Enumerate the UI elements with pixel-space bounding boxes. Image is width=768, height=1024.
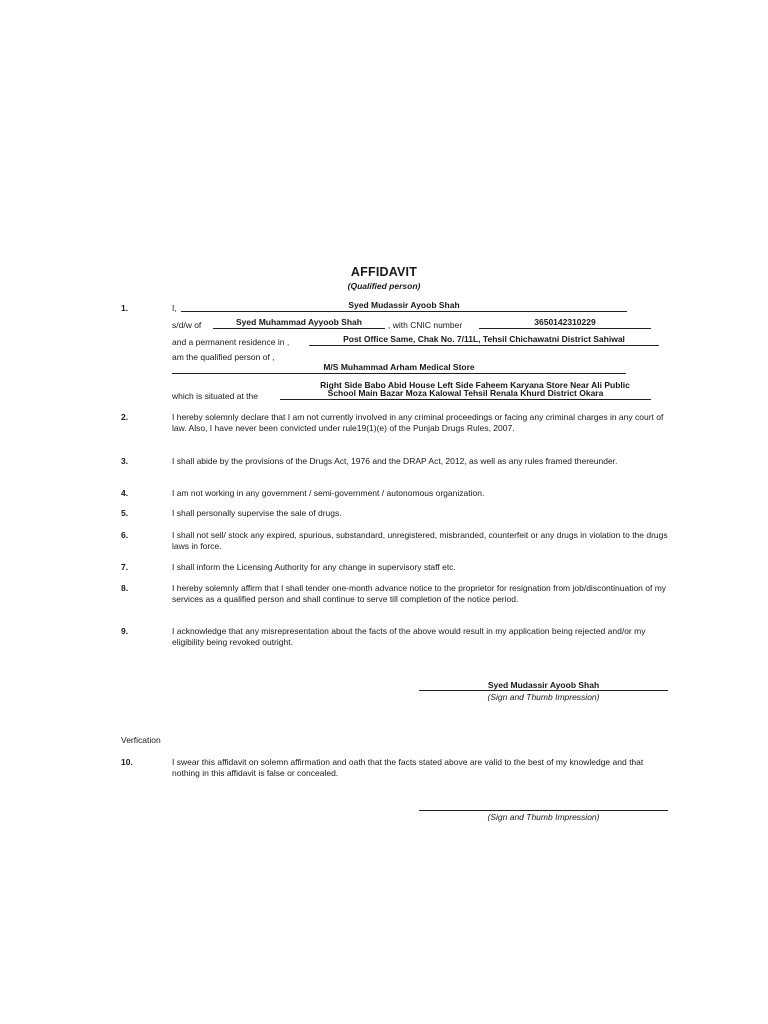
item-number: 1. — [121, 303, 129, 313]
item-number: 4. — [121, 488, 129, 498]
item-text: I shall not sell/ stock any expired, spurious, substandard, unregistered, misbranded, counterfeit or any drugs in violation to the drugs laws in force. — [172, 530, 668, 551]
cnic-label: , with CNIC number — [388, 320, 463, 330]
signature-caption: (Sign and Thumb Impression) — [487, 692, 600, 702]
residence-field: Post Office Same, Chak No. 7/11L, Tehsil Chichawatni District Sahiwal — [309, 334, 659, 346]
signatory-name: Syed Mudassir Ayoob Shah — [487, 680, 600, 690]
qualified-label: am the qualified person of , — [172, 352, 275, 362]
item-number: 5. — [121, 508, 129, 518]
signature-caption: (Sign and Thumb Impression) — [487, 812, 600, 822]
sdw-label: s/d/w of — [172, 320, 202, 330]
item-text: I shall abide by the provisions of the Drugs Act, 1976 and the DRAP Act, 2012, as well as any rules framed thereunder. — [172, 456, 618, 466]
item-text: I am not working in any government / semi-government / autonomous organization. — [172, 488, 485, 498]
address-line-1: Right Side Babo Abid House Left Side Faheem Karyana Store Near Ali Public — [320, 380, 630, 390]
father-name-field: Syed Muhammad Ayyoob Shah — [213, 317, 385, 329]
item-text: I shall personally supervise the sale of drugs. — [172, 508, 342, 518]
item-number: 8. — [121, 583, 129, 593]
situated-label: which is situated at the — [172, 391, 258, 401]
item-number: 3. — [121, 456, 129, 466]
item-number: 9. — [121, 626, 129, 636]
item-text: I hereby solemnly declare that I am not currently involved in any criminal proceedings or facing any criminal charges in any court of law. Also, I have never been convicted under rule19(1)(e) of the Punjab Drugs Rules, 2007. — [172, 412, 664, 433]
item-number: 2. — [121, 412, 129, 422]
signature-line — [419, 810, 668, 811]
deponent-name-field: Syed Mudassir Ayoob Shah — [181, 300, 627, 312]
item-number: 7. — [121, 562, 129, 572]
document-subtitle: (Qualified person) — [347, 281, 421, 291]
cnic-field: 3650142310229 — [479, 317, 651, 329]
item-text: I shall inform the Licensing Authority for any change in supervisory staff etc. — [172, 562, 456, 572]
verification-heading: Verfication — [121, 735, 161, 745]
item-text: I acknowledge that any misrepresentation about the facts of the above would result in my application being rejected and/or my eligibility being revoked outright. — [172, 626, 646, 647]
item-number: 10. — [121, 757, 133, 767]
address-line-2-field: School Main Bazar Moza Kalowal Tehsil Renala Khurd District Okara — [280, 388, 651, 400]
verification-text: I swear this affidavit on solemn affirmation and oath that the facts stated above are valid to the best of my knowledge and that nothing in this affidavit is false or concealed. — [172, 757, 644, 778]
item-number: 6. — [121, 530, 129, 540]
signature-line — [419, 690, 668, 691]
residence-label: and a permanent residence in , — [172, 337, 290, 347]
document-title: AFFIDAVIT — [350, 265, 418, 279]
store-name-field: M/S Muhammad Arham Medical Store — [172, 362, 626, 374]
item-text: I hereby solemnly affirm that I shall tender one-month advance notice to the proprietor for resignation from job/discontinuation of my services as a qualified person and shall continue to serve till completion of the notice period. — [172, 583, 667, 604]
i-label: I, — [172, 303, 177, 313]
